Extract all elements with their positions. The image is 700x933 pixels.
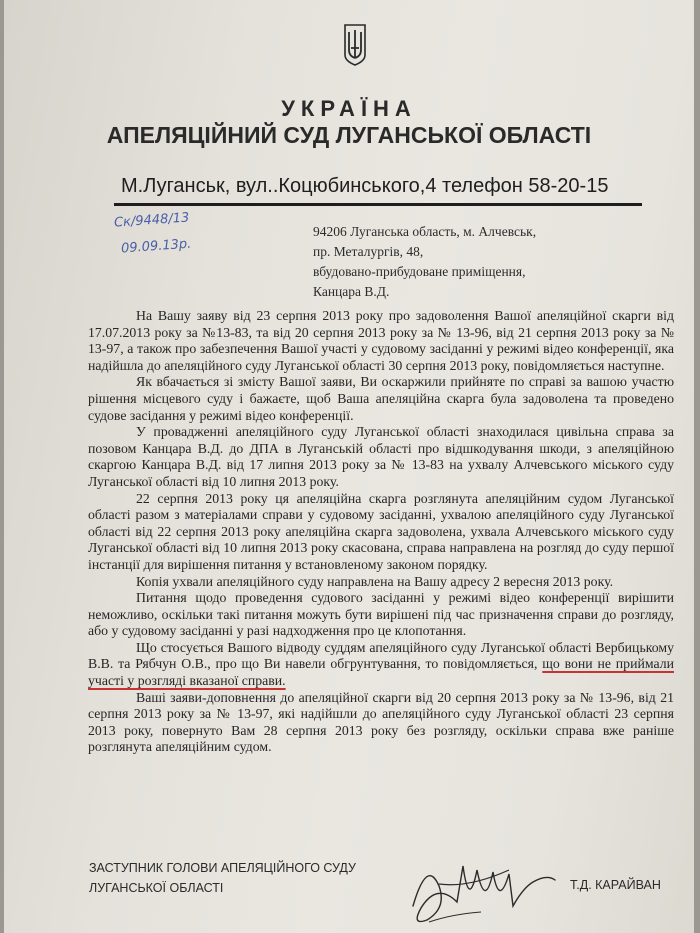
letter-body	[88, 308, 674, 756]
recipient-line: пр. Металургів, 48,	[313, 244, 424, 259]
paragraph: 22 серпня 2013 року ця апеляційна скарга розглянута апеляційним судом Луганської області разом з матеріалами справи у судовому засіданні, ухвалою апеляційного суду Луганської області від 22 серпня 2013 року апеляційна скарга задоволена, ухвала Алчевського міського суду Луганської області від 10 липня 2013 року скасована, справа направлена на розгляд до суду першої інстанції для вирішення питання у встановленому законом порядку.	[88, 490, 674, 572]
signatory-name: Т.Д. КАРАЙВАН	[570, 878, 661, 892]
recipient-line: 94206 Луганська область, м. Алчевськ,	[313, 224, 537, 239]
registration-number: Ск/9448/13	[113, 210, 190, 231]
recipient-line: вбудовано-прибудоване приміщення,	[313, 264, 526, 279]
paragraph: У провадженні апеляційного суду Луганської області знаходилася цивільна справа за позовом Канцара В.Д. до ДПА в Луганській області про відшкодування шкоди, з апеляційною скаргою Канцара В.Д. від 17 липня 2013 року за № 13-83 на ухвалу Алчевського міського суду Луганської області від 10 липня 2013 року.	[88, 424, 674, 489]
paragraph: Ваші заяви-доповнення до апеляційної скарги від 20 серпня 2013 року за № 13-96, від 21 серпня 2013 року за № 13-97, які надійшли до апеляційного суду Луганської області 23 серпня 2013 року, повернуто Вам 28 серпня 2013 року без розгляду, оскільки справа вже раніше розглянута апеляційним судом.	[88, 689, 674, 755]
paragraph: Питання щодо проведення судового засіданні у режимі відео конференції вирішити неможливо, оскільки такі питання можуть бути вирішені під час призначення справи до розгляду, або у судовому засіданні у разі надходження про це клопотання.	[88, 590, 674, 639]
signatory-title	[89, 858, 356, 898]
handwritten-signature	[399, 842, 599, 932]
paragraph	[88, 640, 674, 690]
paragraph: Копія ухвали апеляційного суду направлена на Вашу адресу 2 вересня 2013 року.	[136, 573, 614, 589]
trident-emblem-icon	[342, 22, 368, 68]
header-court-name: АПЕЛЯЦІЙНИЙ СУД ЛУГАНСЬКОЇ ОБЛАСТІ	[106, 122, 592, 148]
underlined-statement: що вони не приймали участі у розгляді вказаної справи.	[88, 656, 674, 689]
recipient-block	[313, 222, 536, 302]
letter-page	[4, 0, 694, 933]
signatory-title-line: ЛУГАНСЬКОЇ ОБЛАСТІ	[89, 881, 224, 895]
recipient-line: Канцара В.Д.	[313, 284, 390, 299]
paragraph-text: Що стосується Вашого відводу суддям апеляційного суду Луганської області Вербицькому В.В. та Рябчун О.В., про що Ви навели обгрунтування, то повідомляється,	[88, 639, 674, 672]
header-country: УКРАЇНА	[281, 96, 417, 121]
header-address: М.Луганськ, вул..Коцюбинського,4 телефон 58-20-15	[121, 175, 609, 197]
registration-date: 09.09.13р.	[120, 236, 192, 257]
paragraph: Як вбачається зі змісту Вашої заяви, Ви оскаржили прийняте по справі за вашою участю рішення місцевого суду і бажаєте, щоб Ваша апеляційна скарга була задоволена та проведено судове засідання у режимі відео конференції.	[88, 374, 674, 423]
header-divider	[114, 203, 642, 206]
signatory-title-line: ЗАСТУПНИК ГОЛОВИ АПЕЛЯЦІЙНОГО СУДУ	[89, 861, 356, 875]
paragraph: На Вашу заяву від 23 серпня 2013 року про задоволення Вашої апеляційної скарги від 17.07.2013 року за №13-83, та від 20 серпня 2013 року за № 13-96, від 21 серпня 2013 року за № 13-97, а також про забезпечення Вашої участі у судовому засіданні у режимі відео конференції, яка надійшла до апеляційного суду Луганської області 30 серпня 2013 року, повідомляється наступне.	[88, 308, 674, 373]
